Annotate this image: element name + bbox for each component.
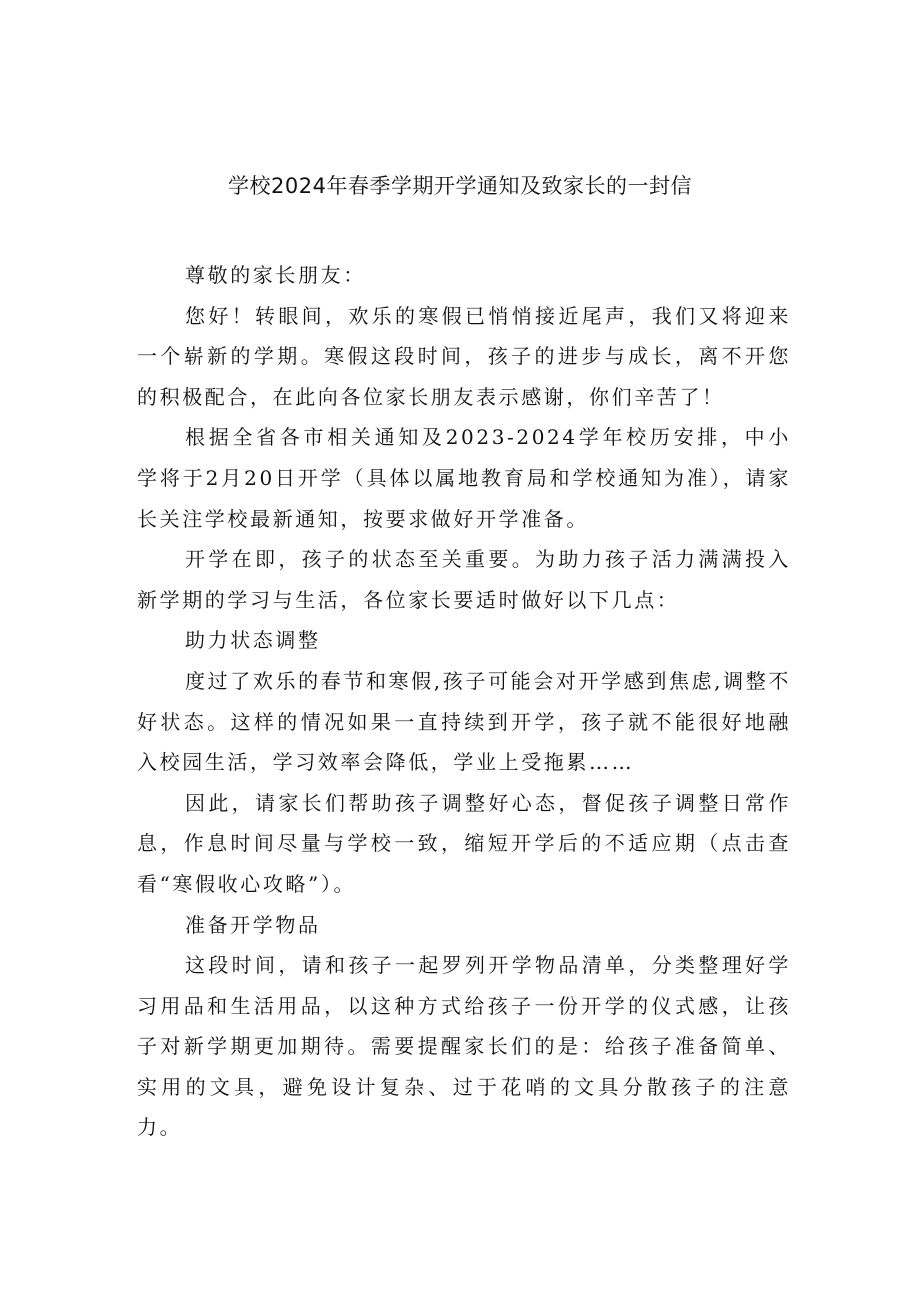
paragraph-supplies: 这段时间，请和孩子一起罗列开学物品清单，分类整理好学习用品和生活用品，以这种方式给孩子一份开学的仪式感，让孩子对新学期更加期待。需要提醒家长们的是：给孩子准备简单、实用的文具，避免设计复杂、过于花哨的文具分散孩子的注意力。 xyxy=(137,953,791,1140)
document-title: 学校2024年春季学期开学通知及致家长的一封信 xyxy=(228,174,692,198)
paragraph-intro: 您好！转眼间，欢乐的寒假已悄悄接近尾声，我们又将迎来一个崭新的学期。寒假这段时间，孩子的进步与成长，离不开您的积极配合，在此向各位家长朋友表示感谢，你们辛苦了！ xyxy=(137,303,791,409)
paragraph-state-issue: 度过了欢乐的春节和寒假,孩子可能会对开学感到焦虑,调整不好状态。这样的情况如果一直持续到开学，孩子就不能很好地融入校园生活，学习效率会降低，学业上受拖累…… xyxy=(137,668,791,775)
greeting: 尊敬的家长朋友： xyxy=(185,263,366,287)
section-heading-supplies: 准备开学物品 xyxy=(185,912,321,937)
paragraph-state-advice: 因此，请家长们帮助孩子调整好心态，督促孩子调整日常作息，作息时间尽量与学校一致，缩短开学后的不适应期（点击查看“寒假收心攻略”）。 xyxy=(137,790,791,896)
section-heading-state: 助力状态调整 xyxy=(185,628,321,653)
paragraph-preparation: 开学在即，孩子的状态至关重要。为助力孩子活力满满投入新学期的学习与生活，各位家长要适时做好以下几点： xyxy=(137,547,791,612)
paragraph-schedule: 根据全省各市相关通知及2023-2024学年校历安排，中小学将于2月20日开学（具体以属地教育局和学校通知为准），请家长关注学校最新通知，按要求做好开学准备。 xyxy=(137,425,791,531)
letter-body xyxy=(137,255,791,1148)
